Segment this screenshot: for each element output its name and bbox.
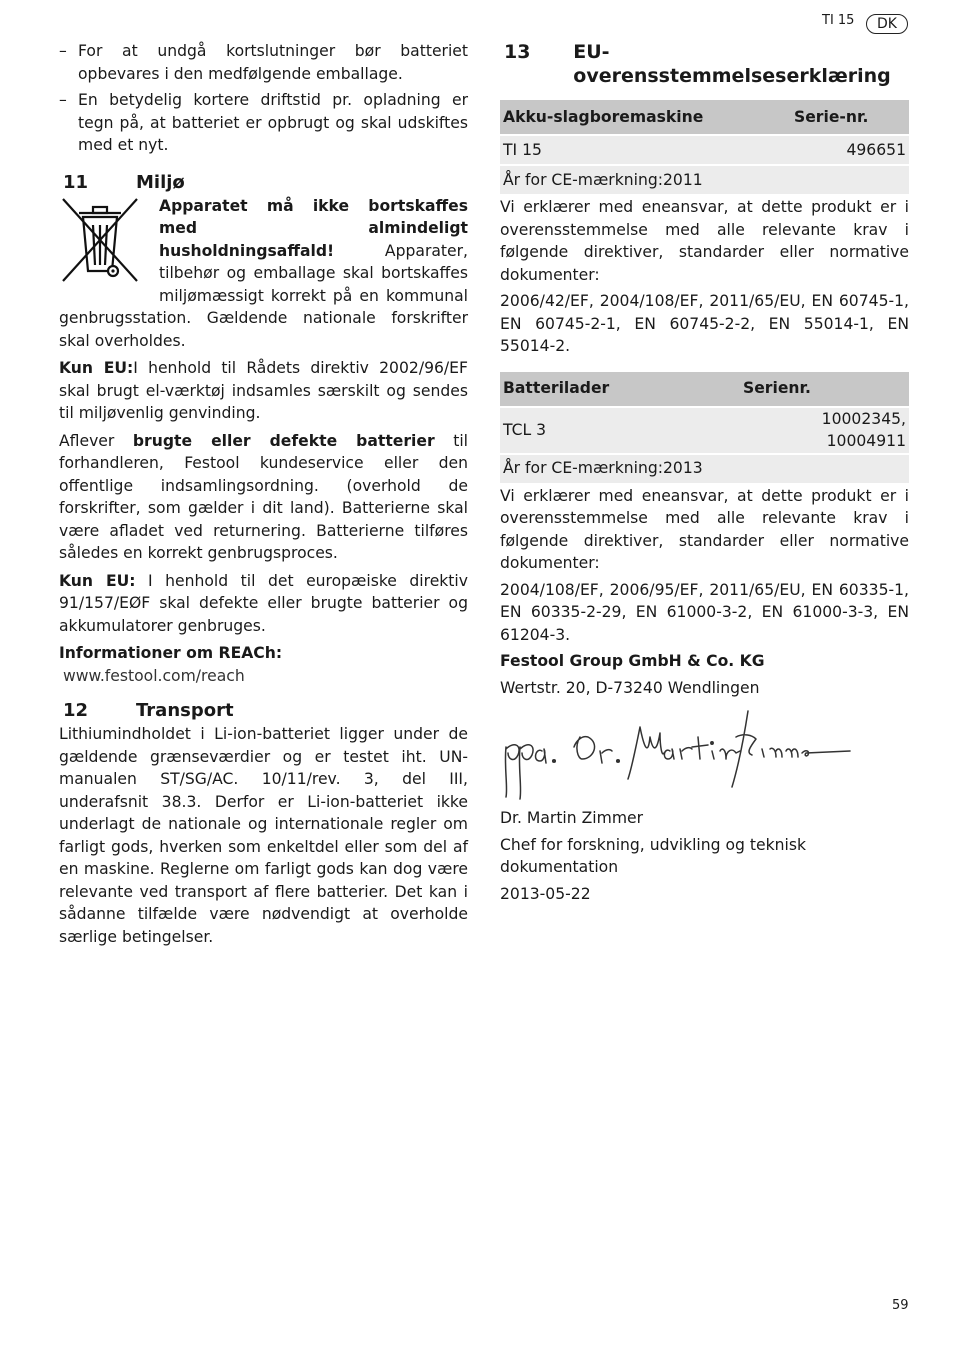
page-number: 59	[892, 1298, 909, 1313]
signatory-name: Dr. Martin Zimmer	[500, 809, 644, 827]
table-header-row: Batterilader Serienr.	[500, 372, 909, 406]
left-column	[59, 40, 468, 948]
directives-list-2: 2004/108/EF, 2006/95/EF, 2011/65/EU, EN 60335-1, EN 60335-2-29, EN 61000-3-2, EN 61000-3-3, EN 61204-3.	[500, 580, 909, 644]
company-name: Festool Group GmbH & Co. KG	[500, 652, 765, 670]
declaration-text-1: Vi erklærer med eneansvar, at dette produkt er i overensstemmelse med alle relevante krav i følgende direktiver, standarder eller normative dokumenter:	[500, 198, 909, 284]
declaration-date: 2013-05-22	[500, 884, 591, 903]
list-item: – For at undgå kortslutninger bør batteriet opbevares i den medfølgende emballage.	[59, 42, 468, 83]
signatory-position: Chef for forskning, udvikling og teknisk dokumentation	[500, 835, 806, 876]
list-item: – En betydelig kortere driftstid pr. opladning er tegn på, at batteriet er opbrugt og skal udskiftes med et nyt.	[59, 91, 468, 154]
table-row: År for CE-mærkning:2011	[500, 166, 909, 194]
section-11-heading: 11 Miljø	[63, 171, 185, 193]
declaration-table-charger	[500, 370, 909, 485]
reach-label: Informationer om REACh:	[59, 644, 283, 662]
table-row: TCL 3 10002345, 10004911	[500, 408, 909, 453]
directives-list-1: 2006/42/EF, 2004/108/EF, 2011/65/EU, EN 60745-1, EN 60745-2-1, EN 60745-2-2, EN 55014-1, EN 55014-2.	[500, 292, 909, 355]
eu-battery-note: Kun EU: I henhold til det europæiske direktiv 91/157/EØF skal defekte eller brugte batterier og akkumulatorer genbruges.	[59, 571, 468, 635]
header-language-badge: DK	[866, 14, 908, 34]
section-13-heading: 13 EU-overensstemmelseserklæring	[504, 41, 891, 87]
battery-disposal-note: Aflever brugte eller defekte batterier til forhandleren, Festool kundeservice eller den offentlige indsamlingsordning. (overhold de forskrifter, som gælder i dit land). Batterierne skal være afladet ved returnering. Batterierne tilføres således en korrekt genbrugsproces.	[59, 431, 468, 562]
reach-link[interactable]: www.festool.com/reach	[63, 666, 245, 685]
right-column	[500, 40, 909, 905]
environment-notice: Apparatet må ikke bortskaffes med almindeligt husholdningsaffald! Apparater, tilbehør og emballage skal bortskaffes miljømæssigt korrekt på en kommunal genbrugsstation. Gældende nationale forskrifter skal overholdes.	[59, 196, 468, 350]
company-address: Wertstr. 20, D-73240 Wendlingen	[500, 678, 760, 697]
table-row: År for CE-mærkning:2013	[500, 455, 909, 483]
declaration-table-drill	[500, 98, 909, 196]
declaration-text-2: Vi erklærer med eneansvar, at dette produkt er i overensstemmelse med alle relevante krav i følgende direktiver, standarder eller normative dokumenter:	[500, 486, 909, 572]
section-12-heading: 12 Transport	[63, 700, 234, 721]
crossed-out-wheelie-bin-icon	[59, 197, 154, 287]
header-model: TI 15	[822, 13, 855, 28]
eu-weee-note: Kun EU:I henhold til Rådets direktiv 2002/96/EF skal brugt el-værktøj indsamles særskilt og sendes til miljøvenlig genvinding.	[59, 359, 468, 422]
transport-text: Lithiumindholdet i Li-ion-batteriet ligger under de gældende grænseværdier og er testet iht. UN-manualen ST/SG/AC. 10/11/rev. 3, del III, underafsnit 38.3. Derfor er Li-ion-batteriet ikke underlagt de nationale og internationale regler om farligt gods, hverken som enkeltdel eller som del af en maskine. Reglerne om farligt gods kan dog være relevante ved transport af flere batterier. Det kan i sådanne tilfælde være nødvendigt at overholde særlige betingelser.	[59, 725, 468, 946]
signature-image	[500, 707, 860, 803]
table-row: TI 15 496651	[500, 136, 909, 164]
table-header-row: Akku-slagboremaskine Serie-nr.	[500, 100, 909, 134]
